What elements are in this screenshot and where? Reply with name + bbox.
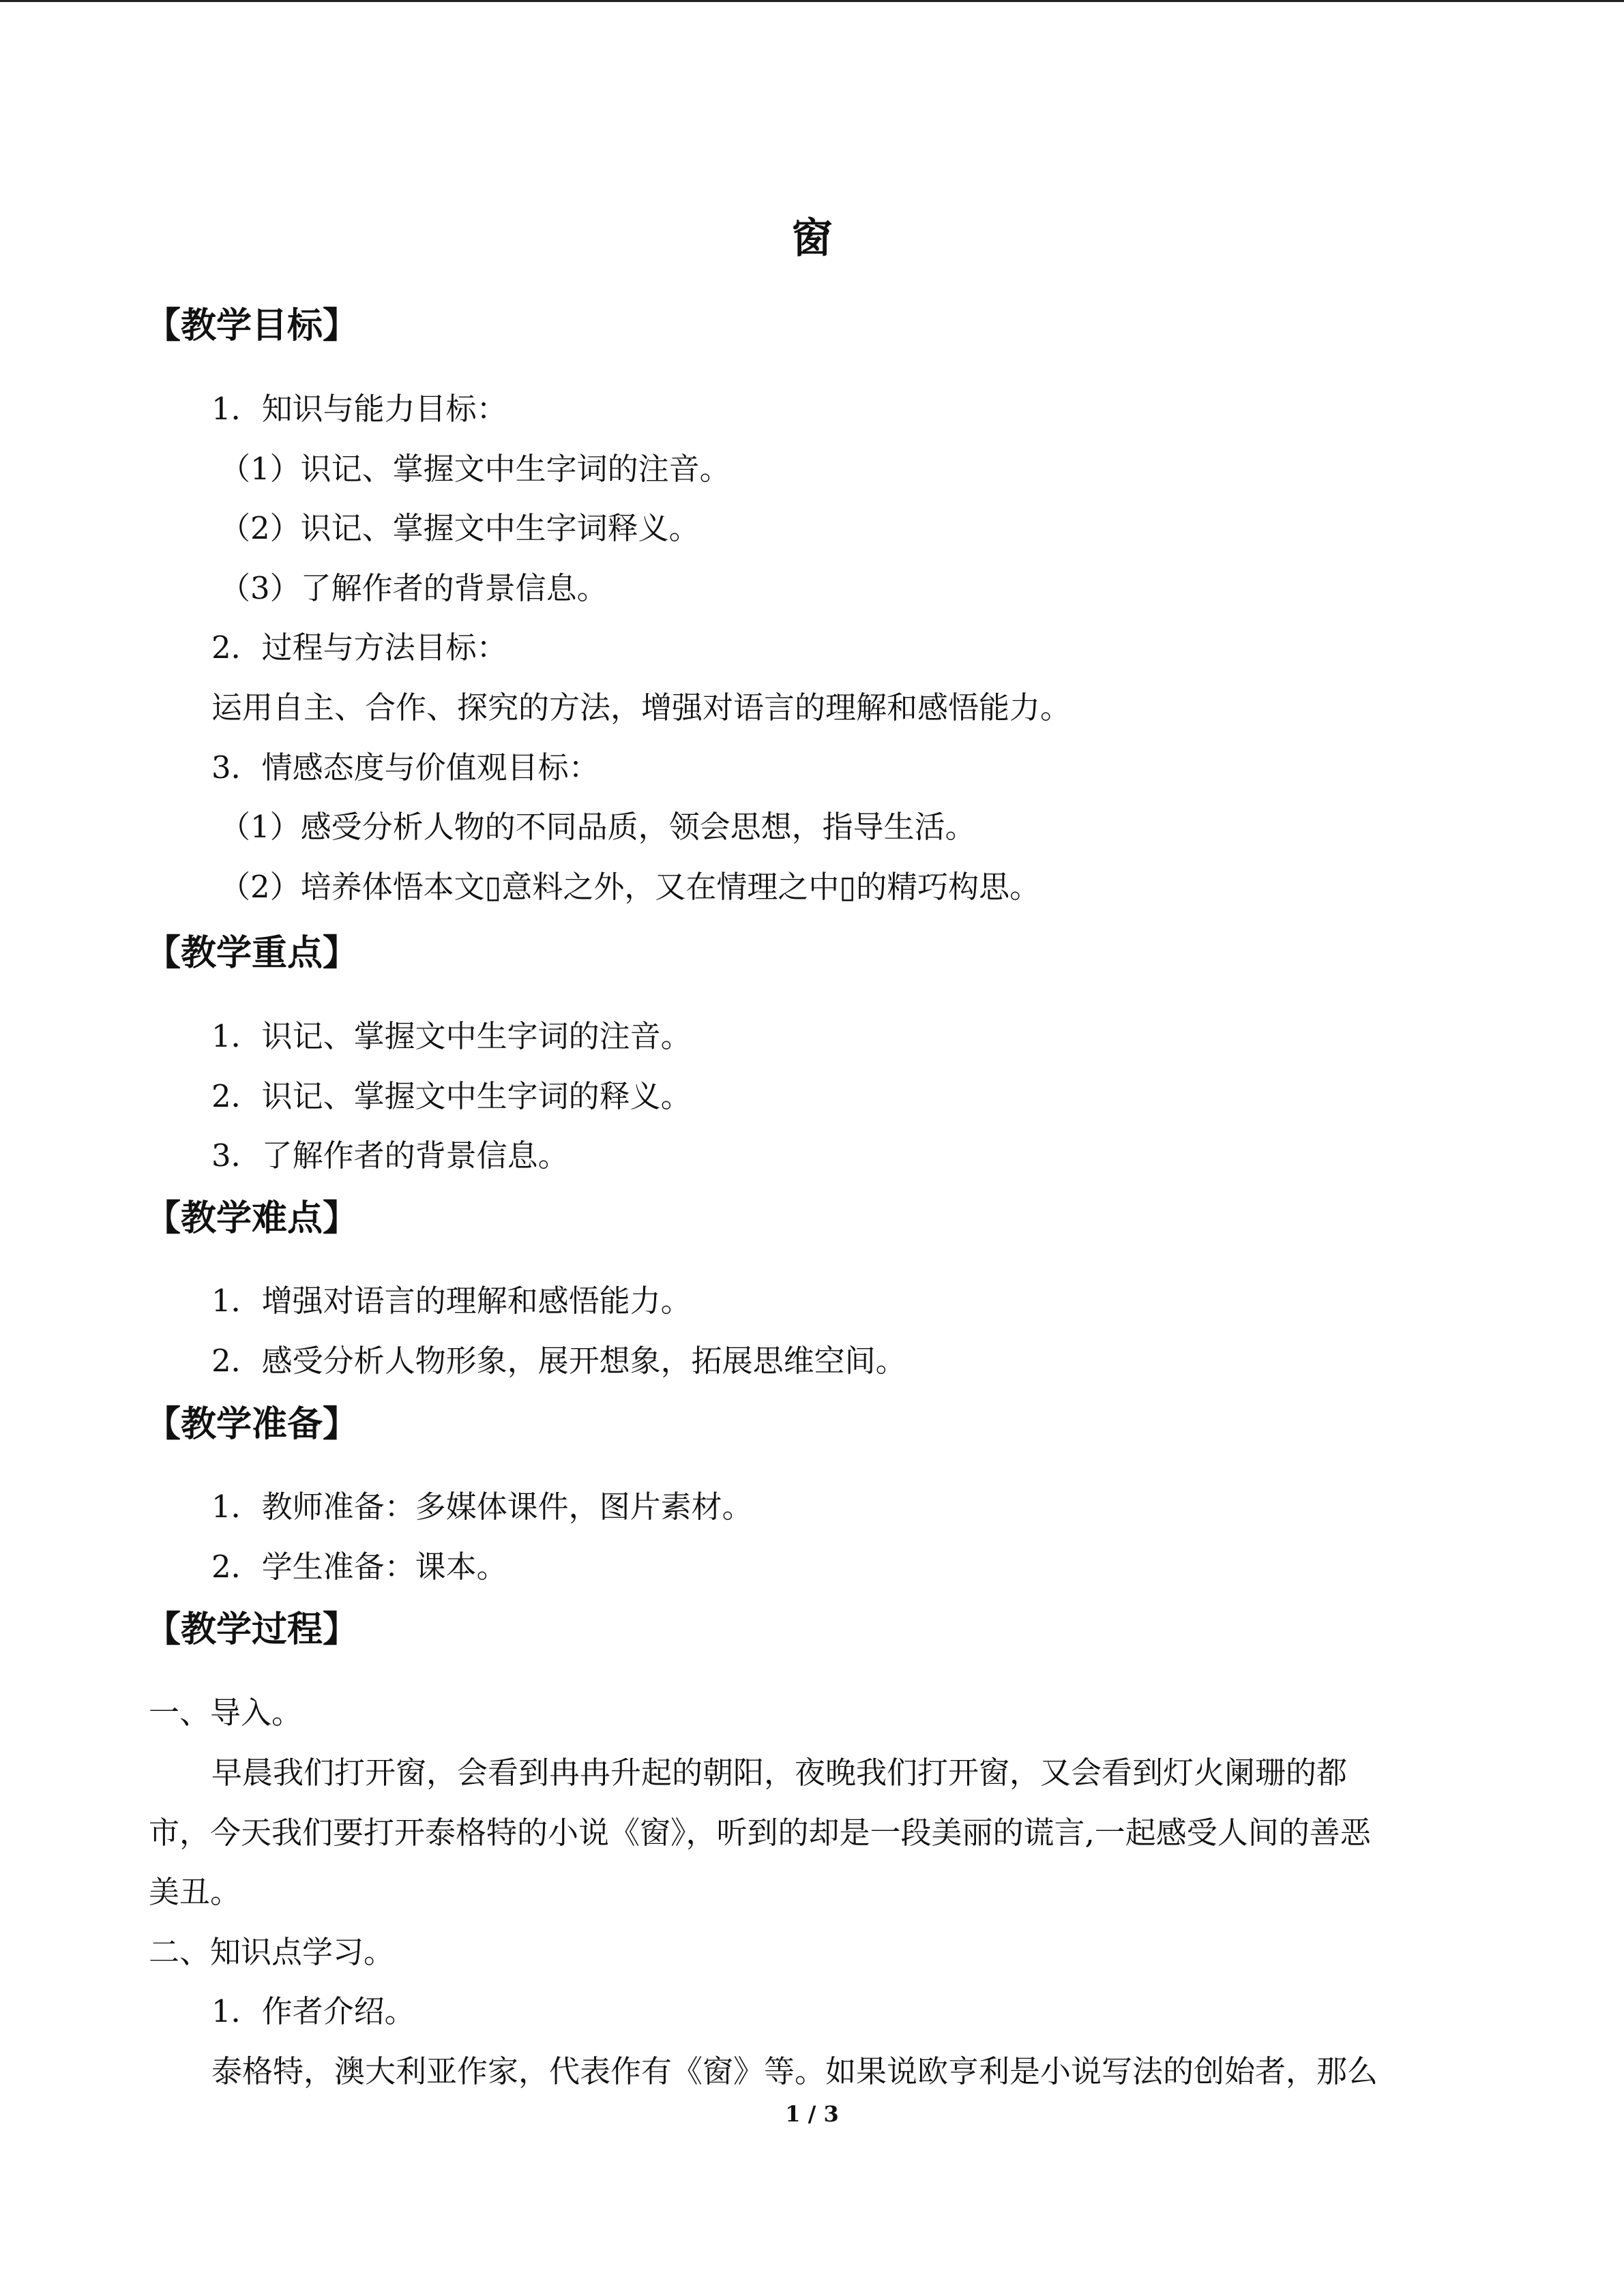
process-line: 1．作者介绍。 [211,1993,415,2029]
difficulty-line: 2．感受分析人物形象，展开想象，拓展思维空间。 [211,1343,906,1379]
process-paragraph-line: 泰格特，澳大利亚作家，代表作有《窗》等。如果说欧亨利是小说写法的创始者，那么 [211,2053,1378,2089]
preparation-line: 1．教师准备：多媒体课件，图片素材。 [211,1489,753,1525]
key-point-line: 1．识记、掌握文中生字词的注音。 [211,1018,692,1054]
document-title: 窗 [791,215,833,263]
section-heading-key-points: 【教学重点】 [145,932,359,974]
objective-line: 2．过程与方法目标： [211,629,507,666]
section-heading-difficulties: 【教学难点】 [145,1197,359,1239]
objective-line: （1）感受分析人物的不同品质，领会思想，指导生活。 [220,809,976,845]
difficulty-line: 1．增强对语言的理解和感悟能力。 [211,1283,692,1319]
objective-line: 3．情感态度与价值观目标： [211,749,600,786]
top-border [0,0,1624,2]
objective-line: （1）识记、掌握文中生字词的注音。 [220,451,730,487]
process-paragraph-line: 早晨我们打开窗，会看到冉冉升起的朝阳，夜晚我们打开窗，又会看到灯火阑珊的都 [211,1755,1348,1791]
process-line: 一、导入。 [149,1695,303,1731]
objective-line: 运用自主、合作、探究的方法，增强对语言的理解和感悟能力。 [211,689,1072,726]
process-paragraph-line: 美丑。 [149,1874,241,1910]
process-line: 二、知识点学习。 [149,1934,395,1970]
section-heading-objectives: 【教学目标】 [145,305,359,346]
page-number: 1 / 3 [785,2101,839,2127]
key-point-line: 3．了解作者的背景信息。 [211,1137,569,1174]
section-heading-preparation: 【教学准备】 [145,1403,359,1445]
objective-line: 1．知识与能力目标： [211,391,507,427]
objective-line: （2）培养体悟本文▯意料之外，又在情理之中▯的精巧构思。 [220,869,1041,905]
key-point-line: 2．识记、掌握文中生字词的释义。 [211,1078,692,1114]
process-paragraph-line: 市，今天我们要打开泰格特的小说《窗》，听到的却是一段美丽的谎言,一起感受人间的善恶 [149,1815,1371,1851]
objective-line: （3）了解作者的背景信息。 [220,570,608,606]
preparation-line: 2．学生准备：课本。 [211,1549,507,1585]
objective-line: （2）识记、掌握文中生字词释义。 [220,510,700,546]
section-heading-process: 【教学过程】 [145,1609,359,1650]
